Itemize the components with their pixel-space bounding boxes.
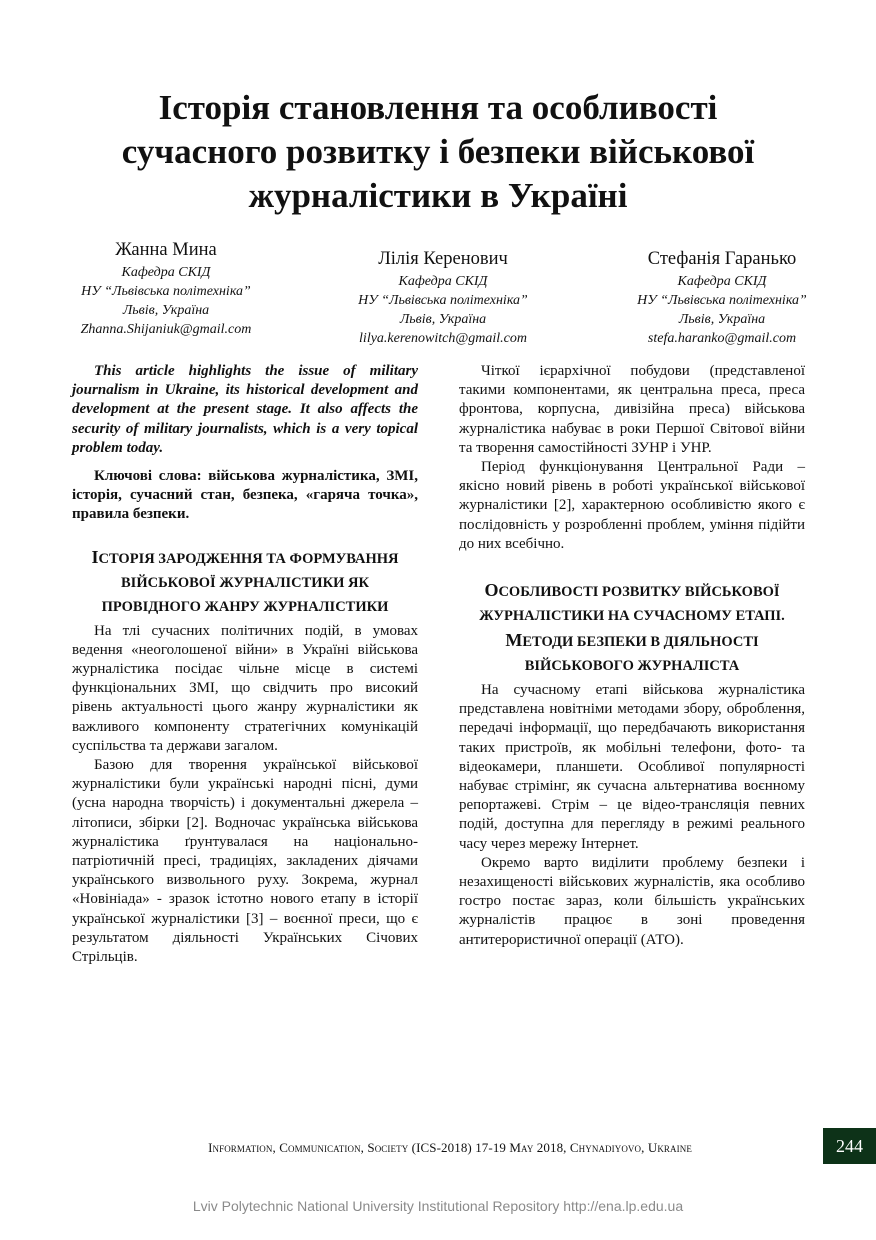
author-3 [602, 246, 842, 348]
author-department: Кафедра СКІД [121, 265, 211, 280]
author-city: Львів, Україна [122, 303, 210, 318]
author-department: Кафедра СКІД [677, 274, 767, 289]
author-email: lilya.kerenowitch@gmail.com [359, 331, 527, 346]
section-2-paragraph-1: На сучасному етапі військова журналістика представлена новітніми методами збору, оброблення, передачі інформації, що передбачають використання таких пристроїв, як мобільні телефони, фото- та відеокамери, планшети. Особливої популярності набуває стрімінг, як сучасна альтернатива воєнному репортажеві. Стрім – це відео-трансляція певних подій, доступна для перегляду в режимі реального часу через мережу Інтернет. [459, 682, 805, 852]
title-line-3: журналістики в Україні [248, 176, 628, 215]
author-department: Кафедра СКІД [398, 274, 488, 289]
page-number: 244 [823, 1128, 876, 1164]
author-university: НУ “Львівська політехніка” [358, 293, 528, 308]
right-column [459, 362, 805, 950]
author-university: НУ “Львівська політехніка” [637, 293, 807, 308]
title-line-2: сучасного розвитку і безпеки військової [121, 132, 755, 171]
author-city: Львів, Україна [678, 312, 766, 327]
author-name: Жанна Мина [115, 240, 217, 260]
author-2 [323, 246, 563, 348]
section-1-heading: ІСТОРІЯ ЗАРОДЖЕННЯ ТА ФОРМУВАННЯ ВІЙСЬКОВОЇ ЖУРНАЛІСТИКИ ЯК ПРОВІДНОГО ЖАНРУ ЖУРНАЛІСТИКИ [91, 546, 399, 615]
author-city: Львів, Україна [399, 312, 487, 327]
section-1-paragraph-1: На тлі сучасних політичних подій, в умовах ведення «неоголошеної війни» в Україні військова журналістика посідає чільне місце в системі функціональних ЗМІ, що свідчить про високий рівень актуальності цього жанру журналістики як важливого компоненту стратегічних комунікацій суспільства та держави загалом. [72, 622, 418, 754]
intro-paragraph-1: Чіткої ієрархічної побудови (представленої такими компонентами, як центральна преса, преса фронтова, корпусна, дивізійна преса) військова журналістика набуває в роки Першої Світової війни та творення самостійності ЗУНР і УНР. [459, 363, 805, 456]
paper-title [60, 86, 816, 218]
abstract: This article highlights the issue of military journalism in Ukraine, its historical development and development at the present stage. It also affects the security of military journalists, which is a very topical problem today. [72, 363, 418, 456]
section-2-paragraph-2: Окремо варто виділити проблему безпеки і незахищеності військових журналістів, яка особливо гостро постає зараз, коли більшість українських журналістів працює в зоні проведення антитерористичної операції (АТО). [459, 854, 805, 948]
conference-footer: Information, Communication, Society (ICS-2018) 17-19 May 2018, Chynadiyovo, Ukraine [208, 1140, 692, 1155]
repository-watermark: Lviv Polytechnic National University Institutional Repository http://ena.lp.edu.ua [192, 1198, 684, 1214]
keywords: Ключові слова: військова журналістика, ЗМІ, історія, сучасний стан, безпека, «гаряча точка», правила безпеки. [72, 468, 418, 523]
title-line-1: Історія становлення та особливості [158, 88, 718, 127]
author-email: stefa.haranko@gmail.com [647, 331, 797, 346]
author-name: Стефанія Гаранько [647, 249, 797, 269]
left-column [72, 362, 418, 967]
author-1 [46, 237, 286, 339]
author-name: Лілія Керенович [378, 249, 508, 269]
author-email: Zhanna.Shijaniuk@gmail.com [80, 322, 252, 337]
intro-paragraph-2: Період функціонування Центральної Ради – якісно новий рівень в роботі української військової журналістики [2], характерною особливістю якого є послідовність у розробленні проблем, уміння підійти до них всебічно. [459, 459, 805, 552]
author-university: НУ “Львівська політехніка” [81, 284, 251, 299]
section-2-heading: ОСОБЛИВОСТІ РОЗВИТКУ ВІЙСЬКОВОЇ ЖУРНАЛІСТИКИ НА СУЧАСНОМУ ЕТАПІ. МЕТОДИ БЕЗПЕКИ В ДІЯЛЬНОСТІ ВІЙСЬКОВОГО ЖУРНАЛІСТА [479, 580, 785, 675]
section-1-paragraph-2: Базою для творення української військової журналістики були українські народні пісні, думи (усна народна творчість) і документальні джерела – літописи, збірки [2]. Водночас українська військова журналістика ґрунтувалася на національно-патріотичній пресі, традиціях, закладених діячами українського визвольного руху. Зокрема, журнал «Новініада» - зразок істотно нового етапу в історії української журналістики [3] – воєнної преси, що є результатом діяльності Українських Січових Стрільців. [72, 757, 418, 966]
